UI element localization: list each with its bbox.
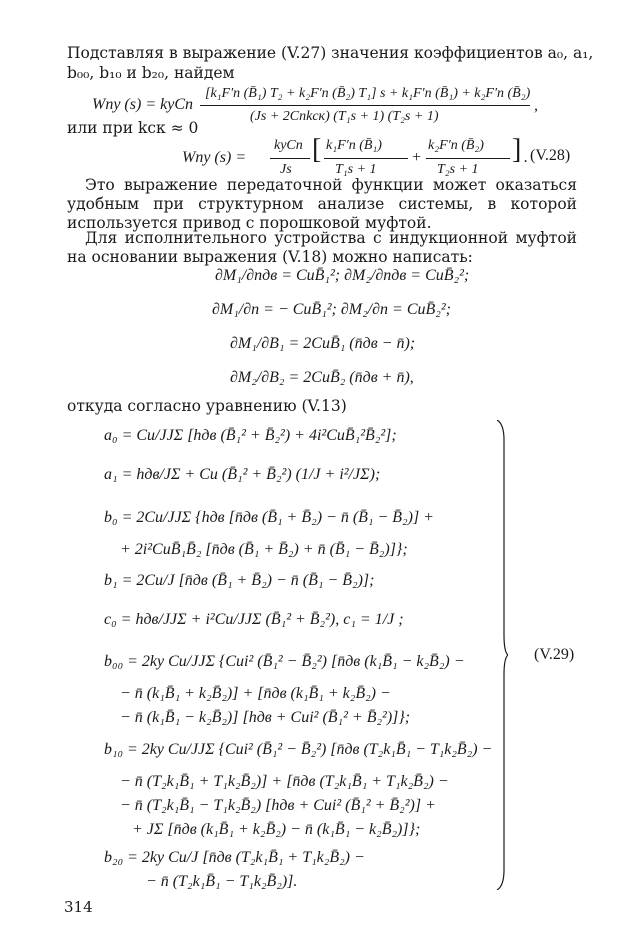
eq2-term1-num: k₁F′п (B̄₁) bbox=[326, 138, 382, 153]
eq2-term1-den: T₁s + 1 bbox=[335, 162, 377, 177]
eq1-lhs: Wпу (s) = kуCп bbox=[92, 96, 193, 113]
eq1-numerator: [k₁F′п (B̄₁) T₂ + k₂F′п (B̄₂) T₁] s + k₁F′п (B̄₁) + k₂F′п (B̄₂) bbox=[205, 86, 531, 101]
coef-b00-line-1: b₀₀ = 2kу Cи/JJΣ {Cиi² (B̄₁² − B̄₂²) [n̄дв (k₁B̄₁ − k₂B̄₂) − bbox=[104, 653, 465, 670]
paragraph-induction-clutch: Для исполнительного устройства с индукционной муфтой на основании выражения (V.18) можно написать: bbox=[67, 229, 577, 266]
eq1-trail: , bbox=[534, 97, 538, 114]
page-number: 314 bbox=[64, 898, 93, 916]
intro-line-2: b₀₀, b₁₀ и b₂₀, найдем bbox=[67, 64, 235, 82]
derivative-line-2: ∂M₁/∂n = − CиB̄₁²; ∂M₂/∂n = CиB̄₂²; bbox=[212, 301, 451, 318]
eq2-bracket-open: [ bbox=[312, 134, 322, 165]
eq2-coef-num: kуCп bbox=[274, 138, 303, 153]
coef-b1: b₁ = 2Cи/J [n̄дв (B̄₁ + B̄₂) − n̄ (B̄₁ − B̄₂)]; bbox=[104, 572, 375, 589]
coef-a1: a₁ = hдв/JΣ + Cи (B̄₁² + B̄₂²) (1/J + i²/JΣ); bbox=[104, 466, 381, 483]
or-when-line: или при kск ≈ 0 bbox=[67, 119, 199, 137]
eq2-lhs: Wпу (s) = bbox=[182, 149, 247, 166]
coef-b00-line-3: − n̄ (k₁B̄₁ − k₂B̄₂)] [hдв + Cиi² (B̄₁² + B̄₂²)]}; bbox=[120, 709, 411, 726]
coef-b10-line-4: + JΣ [n̄дв (k₁B̄₁ + k₂B̄₂) − n̄ (k₁B̄₁ − k₂B̄₂)]}; bbox=[132, 821, 421, 838]
coef-b0-line-2: + 2i²CиB̄₁B̄₂ [n̄дв (B̄₁ + B̄₂) + n̄ (B̄₁ − B̄₂)]}; bbox=[120, 541, 408, 558]
derivative-line-3: ∂M₁/∂B₁ = 2CиB̄₁ (n̄дв − n̄); bbox=[230, 335, 416, 352]
coef-b10-line-1: b₁₀ = 2kу Cи/JJΣ {Cиi² (B̄₁² − B̄₂²) [n̄дв (T₂k₁B̄₁ − T₁k₂B̄₂) − bbox=[104, 741, 493, 758]
coef-c0-c1: c₀ = hдв/JJΣ + i²Cи/JJΣ (B̄₁² + B̄₂²), c₁ = 1/J ; bbox=[104, 611, 404, 628]
eq2-term2-num: k₂F′п (B̄₂) bbox=[428, 138, 484, 153]
eq2-term2-den: T₂s + 1 bbox=[437, 162, 479, 177]
coef-b10-line-3: − n̄ (T₂k₁B̄₁ − T₁k₂B̄₂) [hдв + Cиi² (B̄₁² + B̄₂²)] + bbox=[120, 797, 436, 814]
eq1-denominator: (Js + 2Cпkск) (T₁s + 1) (T₂s + 1) bbox=[250, 109, 439, 124]
derivative-line-1: ∂M₁/∂nдв = CиB̄₁²; ∂M₂/∂nдв = CиB̄₂²; bbox=[215, 267, 470, 284]
coef-b0-line-1: b₀ = 2Cи/JJΣ {hдв [n̄дв (B̄₁ + B̄₂) − n̄ (B̄₁ − B̄₂)] + bbox=[104, 509, 434, 526]
system-tag: (V.29) bbox=[534, 646, 575, 663]
coef-b20-line-1: b₂₀ = 2kу Cи/J [n̄дв (T₂k₁B̄₁ + T₁k₂B̄₂) − bbox=[104, 849, 365, 866]
intro-line-1: Подставляя в выражение (V.27) значения коэффициентов a₀, a₁, bbox=[67, 44, 594, 62]
eq2-bracket-close: ] bbox=[512, 134, 522, 165]
whence-line: откуда согласно уравнению (V.13) bbox=[67, 397, 347, 415]
paragraph-transfer-function: Это выражение передаточной функции может оказаться удобным при структурном анализе системы, в которой используется привод с порошковой муфтой. bbox=[67, 176, 577, 232]
coef-b00-line-2: − n̄ (k₁B̄₁ + k₂B̄₂)] + [n̄дв (k₁B̄₁ + k₂B̄₂) − bbox=[120, 685, 391, 702]
system-right-brace bbox=[496, 420, 508, 890]
coef-b10-line-2: − n̄ (T₂k₁B̄₁ + T₁k₂B̄₂)] + [n̄дв (T₂k₁B̄₁ + T₁k₂B̄₂) − bbox=[120, 773, 449, 790]
coef-a0: a₀ = Cи/JJΣ [hдв (B̄₁² + B̄₂²) + 4i²CиB̄₁²B̄₂²]; bbox=[104, 427, 397, 444]
eq2-trail: . bbox=[524, 149, 528, 166]
eq2-plus: + bbox=[412, 149, 422, 166]
derivative-line-4: ∂M₂/∂B₂ = 2CиB̄₂ (n̄дв + n̄), bbox=[230, 369, 414, 386]
eq2-coef-den: Js bbox=[280, 162, 292, 177]
eq2-tag: (V.28) bbox=[530, 147, 571, 164]
coef-b20-line-2: − n̄ (T₂k₁B̄₁ − T₁k₂B̄₂)]. bbox=[146, 873, 298, 890]
